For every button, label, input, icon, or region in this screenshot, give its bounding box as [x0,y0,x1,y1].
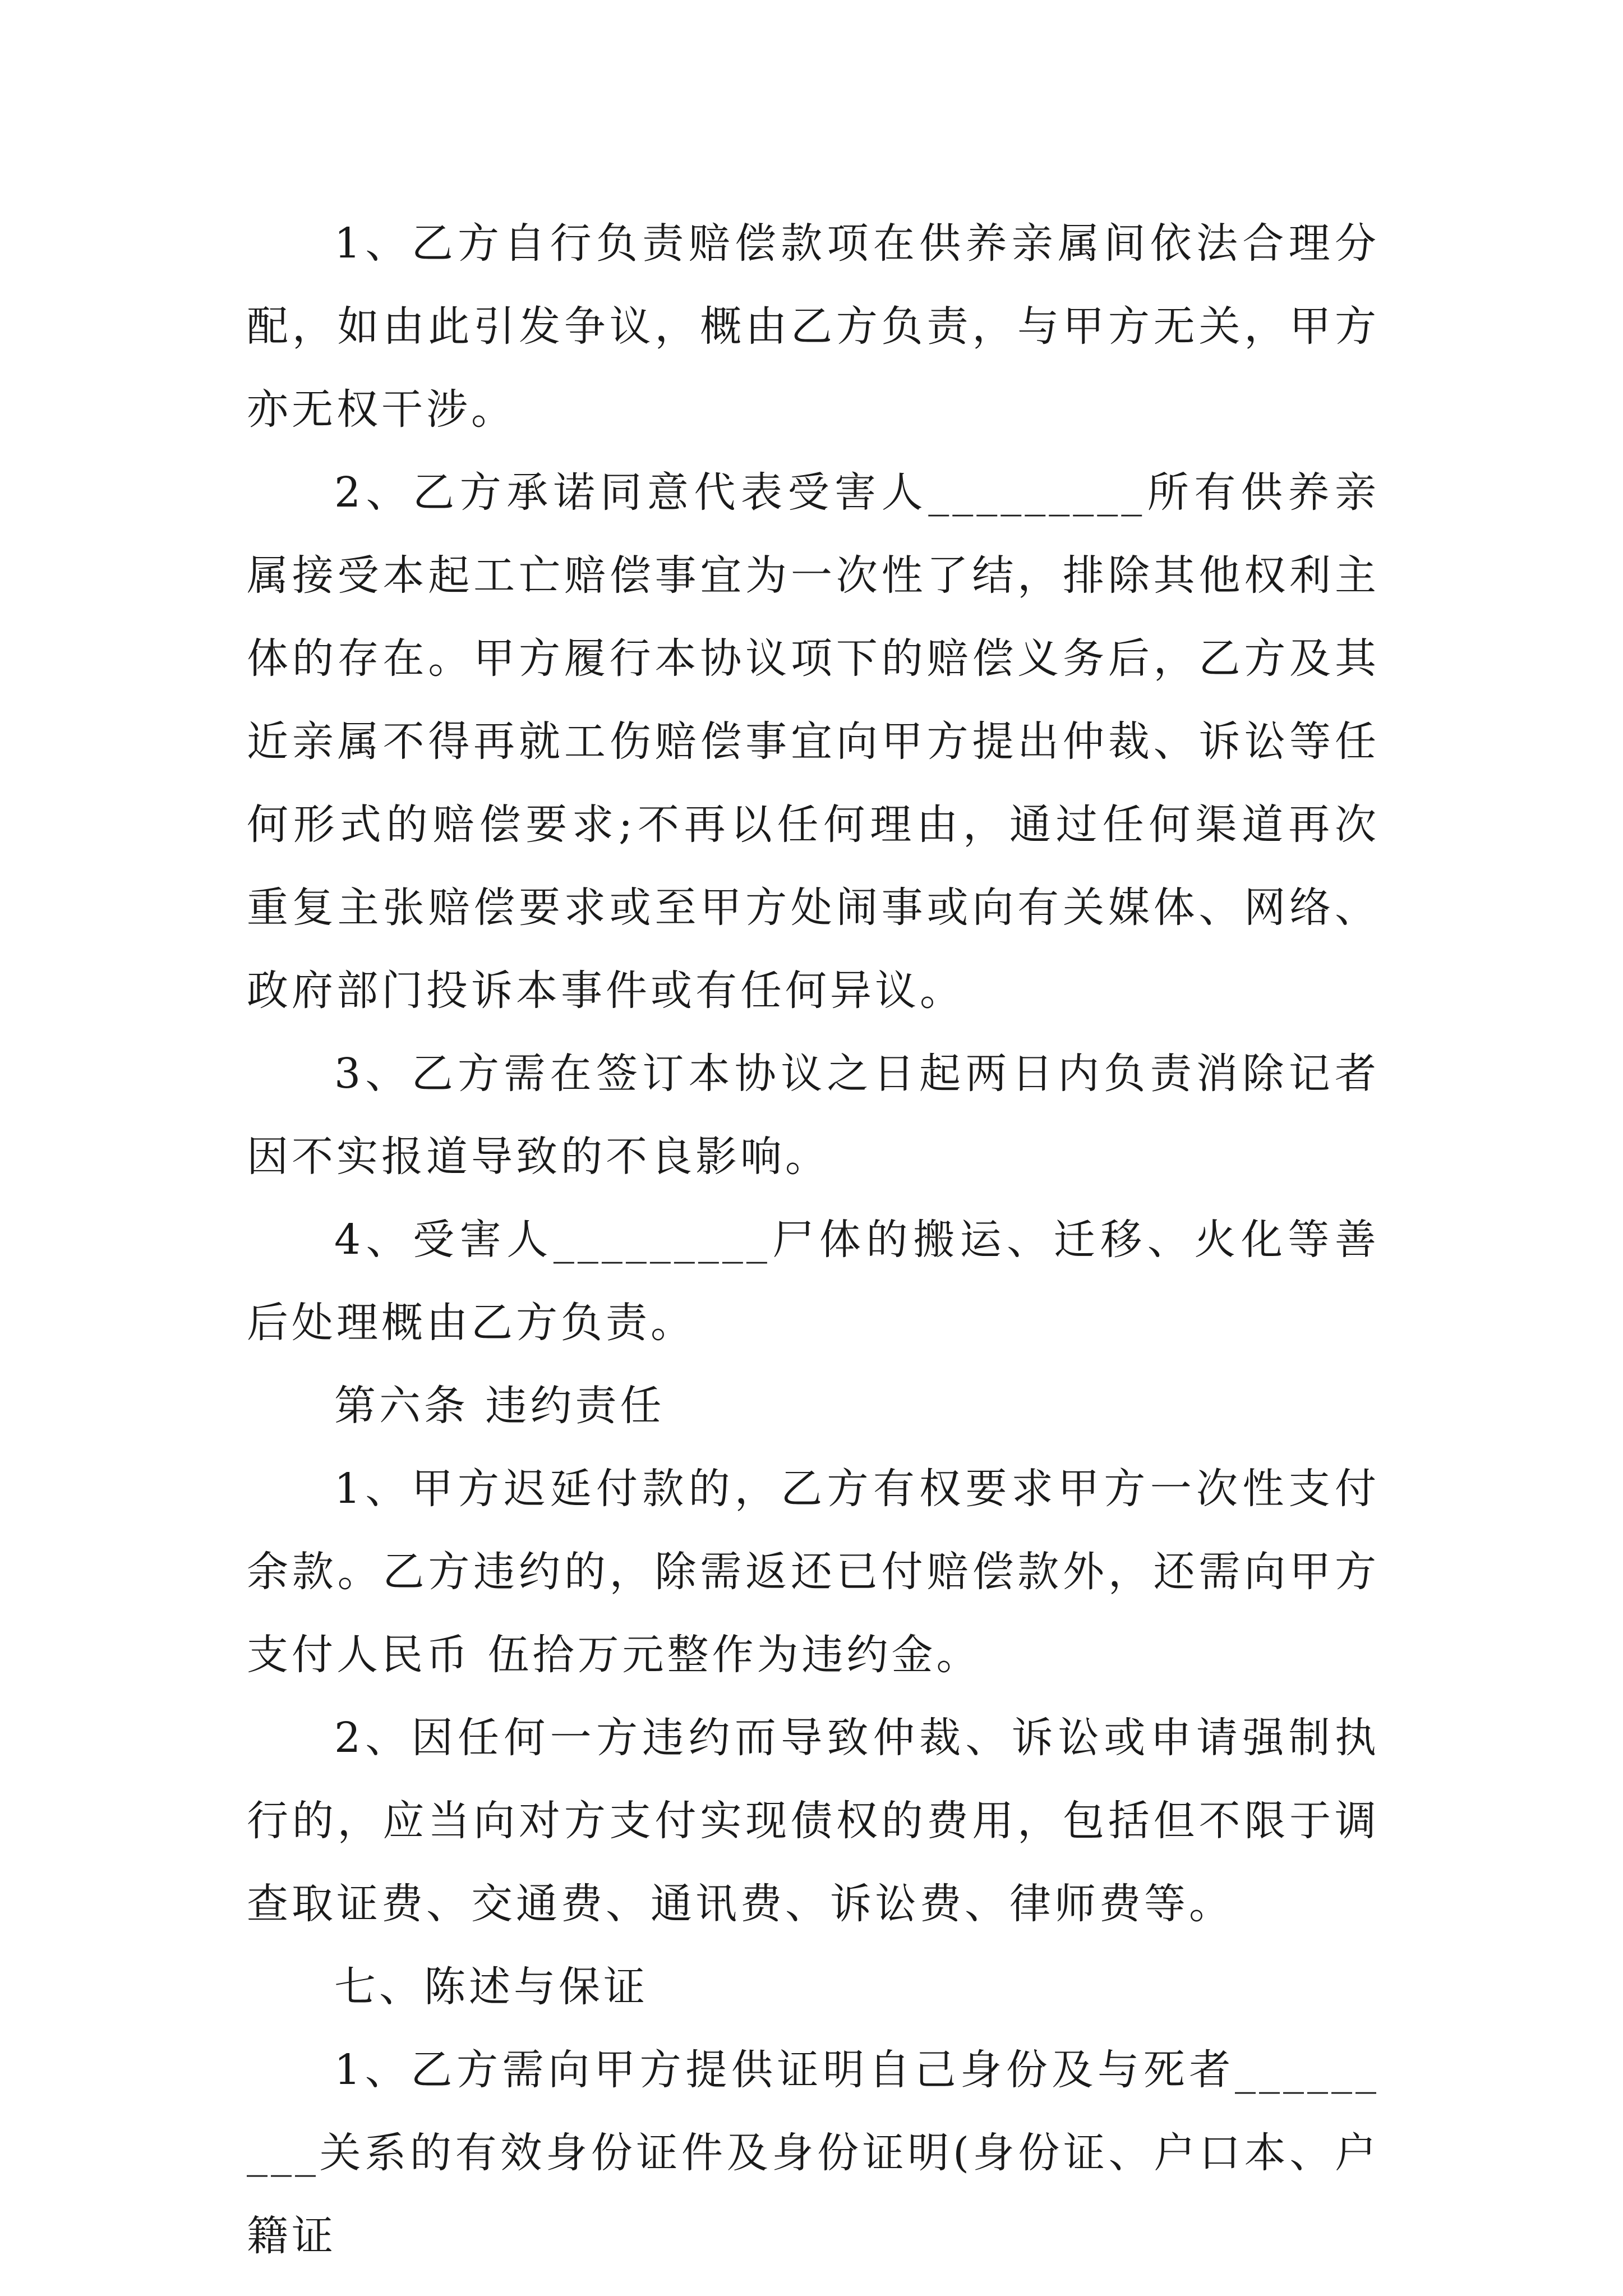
clause-1-compensation-distribution: 1、乙方自行负责赔偿款项在供养亲属间依法合理分配，如由此引发争议，概由乙方负责，与甲方无关，甲方亦无权干涉。 [247,219,1380,434]
clause-4-remains-handling: 4、受害人_________尸体的搬运、迁移、火化等善后处理概由乙方负责。 [247,1216,1380,1347]
section-6-clause-2: 2、因任何一方违约而导致仲裁、诉讼或申请强制执行的，应当向对方支付实现债权的费用，包括但不限于调查取证费、交通费、通讯费、诉讼费、律师费等。 [247,1714,1380,1928]
section-7-heading: 七、陈述与保证 [334,1963,648,2011]
clause-2-one-time-settlement: 2、乙方承诺同意代表受害人_________所有供养亲属接受本起工亡赔偿事宜为一次性了结，排除其他权利主体的存在。甲方履行本协议项下的赔偿义务后，乙方及其近亲属不得再就工伤赔偿事宜向甲方提出仲裁、诉讼等任何形式的赔偿要求;不再以任何理由，通过任何渠道再次重复主张赔偿要求或至甲方处闹事或向有关媒体、网络、政府部门投诉本事件或有任何异议。 [247,468,1380,1015]
clause-3-eliminate-reporting-impact: 3、乙方需在签订本协议之日起两日内负责消除记者因不实报道导致的不良影响。 [247,1050,1380,1181]
section-6-clause-1: 1、甲方迟延付款的，乙方有权要求甲方一次性支付余款。乙方违约的，除需返还已付赔偿款外，还需向甲方支付人民币 伍拾万元整作为违约金。 [247,1465,1380,1679]
document-body [247,202,1380,2277]
section-6-heading: 第六条 违约责任 [334,1382,665,1430]
section-7-clause-1: 1、乙方需向甲方提供证明自己身份及与死者_________关系的有效身份证件及身份证明(身份证、户口本、户籍证 [247,2046,1380,2260]
